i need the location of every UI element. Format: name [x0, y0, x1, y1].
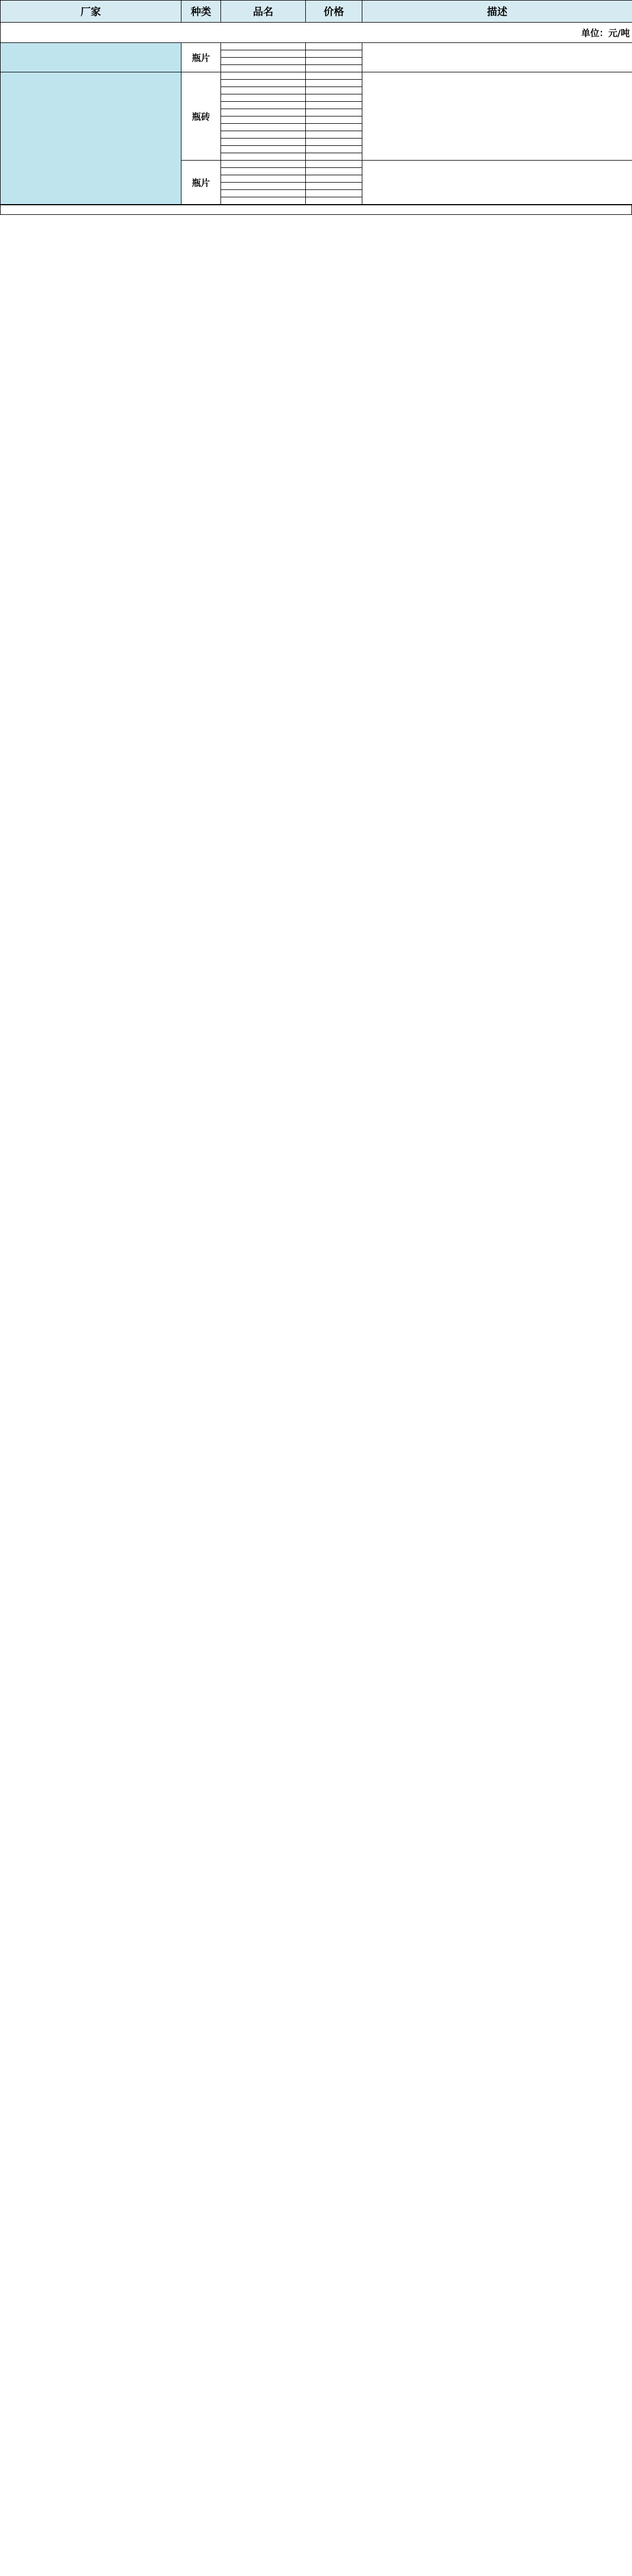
remark-cell	[362, 43, 632, 72]
price-value	[306, 50, 362, 58]
price-value	[306, 131, 362, 139]
price-table	[0, 0, 632, 205]
price-value	[306, 161, 362, 168]
header-price: 价格	[306, 1, 362, 23]
price-value	[306, 175, 362, 183]
product-name	[221, 116, 306, 124]
product-name	[221, 72, 306, 80]
company-cell	[1, 43, 181, 72]
remark-cell	[362, 72, 632, 161]
price-value	[306, 146, 362, 153]
price-value	[306, 116, 362, 124]
product-name	[221, 161, 306, 168]
price-value	[306, 190, 362, 197]
table-body	[1, 43, 632, 205]
product-name	[221, 175, 306, 183]
header-product: 品名	[221, 1, 306, 23]
header-remark: 描述	[362, 1, 632, 23]
price-value	[306, 124, 362, 131]
price-value	[306, 80, 362, 87]
price-value	[306, 183, 362, 190]
product-name	[221, 183, 306, 190]
unit-note: 单位：元/吨	[1, 23, 632, 43]
price-sheet	[0, 0, 632, 215]
price-value	[306, 72, 362, 80]
product-name	[221, 190, 306, 197]
product-name	[221, 65, 306, 72]
price-value	[306, 43, 362, 50]
product-name	[221, 87, 306, 94]
header-row	[1, 1, 632, 23]
material-type: 瓶砖	[181, 72, 221, 161]
price-value	[306, 197, 362, 205]
product-name	[221, 50, 306, 58]
product-name	[221, 146, 306, 153]
table-row	[1, 43, 632, 50]
material-type: 瓶片	[181, 161, 221, 205]
price-value	[306, 94, 362, 102]
product-name	[221, 124, 306, 131]
product-name	[221, 168, 306, 175]
product-name	[221, 80, 306, 87]
price-value	[306, 65, 362, 72]
table-row	[1, 72, 632, 80]
remark-cell	[362, 161, 632, 205]
price-value	[306, 87, 362, 94]
price-value	[306, 102, 362, 109]
product-name	[221, 153, 306, 161]
product-name	[221, 94, 306, 102]
price-value	[306, 168, 362, 175]
product-name	[221, 131, 306, 139]
price-value	[306, 153, 362, 161]
footer-disclaimer	[0, 205, 632, 215]
price-value	[306, 139, 362, 146]
material-type: 瓶片	[181, 43, 221, 72]
product-name	[221, 139, 306, 146]
header-company: 厂家	[1, 1, 181, 23]
company-cell	[1, 72, 181, 205]
product-name	[221, 43, 306, 50]
header-type: 种类	[181, 1, 221, 23]
product-name	[221, 109, 306, 116]
price-value	[306, 58, 362, 65]
product-name	[221, 58, 306, 65]
product-name	[221, 197, 306, 205]
product-name	[221, 102, 306, 109]
price-value	[306, 109, 362, 116]
